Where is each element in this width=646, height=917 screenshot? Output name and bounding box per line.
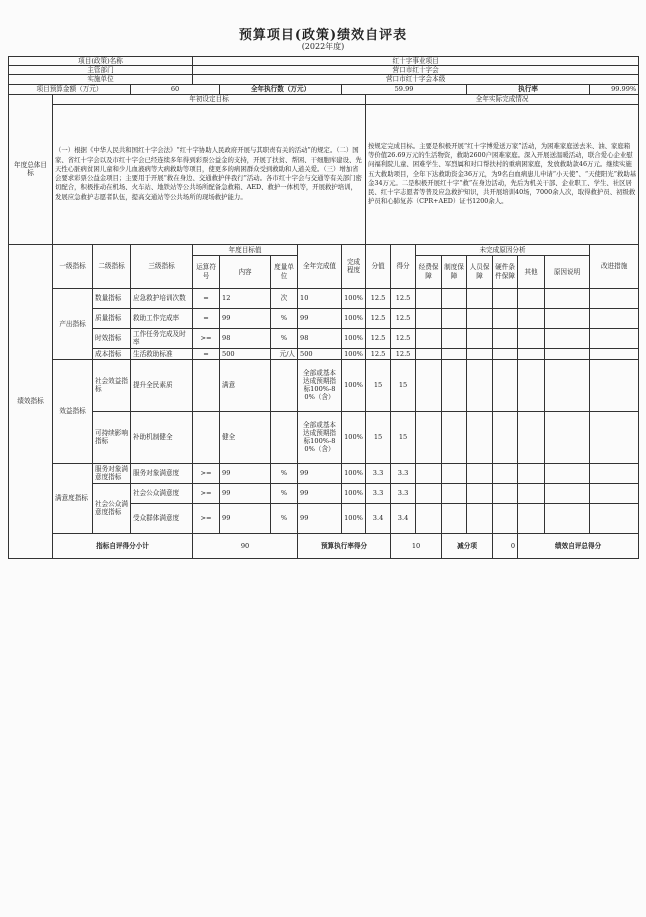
empty-cell — [416, 308, 442, 328]
project-name-value: 红十字事业项目 — [193, 57, 639, 66]
empty-cell — [416, 328, 442, 348]
score-cell: 3.3 — [366, 463, 391, 483]
l2-cell: 可持续影响指标 — [93, 411, 131, 463]
annual-goal-label: 年度总体目标 — [9, 94, 53, 244]
value-cell: 10 — [298, 288, 342, 308]
header-level2: 二级指标 — [93, 244, 131, 288]
table-row — [9, 328, 639, 348]
got-cell: 15 — [391, 359, 416, 411]
deduct-value: 0 — [493, 533, 518, 559]
empty-cell — [467, 503, 493, 533]
op-cell — [193, 359, 220, 411]
got-cell: 3.4 — [391, 503, 416, 533]
content-cell: 99 — [220, 503, 271, 533]
got-cell: 12.5 — [391, 288, 416, 308]
empty-cell — [493, 288, 518, 308]
header-reason-note: 原因说明 — [545, 255, 590, 288]
empty-cell — [518, 503, 545, 533]
l2-cell: 质量指标 — [93, 308, 131, 328]
l2-cell: 社会效益指标 — [93, 359, 131, 411]
empty-cell — [416, 483, 442, 503]
value-cell: 99 — [298, 483, 342, 503]
empty-cell — [416, 463, 442, 483]
output-label: 产出指标 — [53, 288, 93, 359]
score-cell: 15 — [366, 359, 391, 411]
page-year: (2022年度) — [301, 42, 345, 51]
completion-cell: 100% — [342, 288, 366, 308]
budget-value: 60 — [131, 84, 220, 94]
score-cell: 12.5 — [366, 328, 391, 348]
table-row — [9, 359, 639, 411]
content-cell: 98 — [220, 328, 271, 348]
empty-cell — [442, 503, 467, 533]
empty-cell — [416, 359, 442, 411]
completion-cell: 100% — [342, 359, 366, 411]
op-cell: = — [193, 348, 220, 359]
unit-cell: 次 — [271, 288, 298, 308]
evaluation-table — [8, 56, 639, 559]
op-cell: >= — [193, 328, 220, 348]
l3-cell: 补助机制健全 — [131, 411, 193, 463]
empty-cell — [493, 348, 518, 359]
l2-cell: 时效指标 — [93, 328, 131, 348]
goals-content-row — [9, 104, 639, 244]
l2-cell: 成本指标 — [93, 348, 131, 359]
empty-cell — [518, 288, 545, 308]
score-cell: 12.5 — [366, 348, 391, 359]
empty-cell — [590, 483, 639, 503]
subtotal-label: 指标自评得分小计 — [53, 533, 193, 559]
empty-cell — [493, 328, 518, 348]
header-econ: 经费保障 — [416, 255, 442, 288]
header-reasons: 未完成原因分析 — [416, 244, 590, 255]
l3-cell: 工作任务完成及时率 — [131, 328, 193, 348]
empty-cell — [545, 483, 590, 503]
unit-cell: % — [271, 328, 298, 348]
empty-cell — [545, 463, 590, 483]
empty-cell — [442, 328, 467, 348]
empty-cell — [590, 359, 639, 411]
score-cell: 12.5 — [366, 308, 391, 328]
empty-cell — [467, 308, 493, 328]
unit-cell — [271, 359, 298, 411]
unit-value: 营口市红十字会本级 — [193, 75, 639, 84]
unit-cell — [271, 411, 298, 463]
empty-cell — [545, 359, 590, 411]
empty-cell — [467, 328, 493, 348]
completion-cell: 100% — [342, 308, 366, 328]
op-cell: = — [193, 308, 220, 328]
table-row — [9, 308, 639, 328]
unit-cell: % — [271, 503, 298, 533]
got-cell: 12.5 — [391, 328, 416, 348]
score-cell: 3.4 — [366, 503, 391, 533]
header-completion: 完成程度 — [342, 244, 366, 288]
header-staff: 人员保障 — [467, 255, 493, 288]
op-cell: >= — [193, 463, 220, 483]
dept-row — [9, 66, 639, 75]
table-row — [9, 288, 639, 308]
plan-goal-header: 年初设定目标 — [53, 94, 366, 104]
op-cell: >= — [193, 503, 220, 533]
empty-cell — [518, 348, 545, 359]
rate-label: 执行率 — [467, 84, 590, 94]
completion-cell: 100% — [342, 463, 366, 483]
l2-cell: 数量指标 — [93, 288, 131, 308]
l3-cell: 生活救助标准 — [131, 348, 193, 359]
empty-cell — [518, 411, 545, 463]
empty-cell — [493, 411, 518, 463]
l3-cell: 提升全民素质 — [131, 359, 193, 411]
empty-cell — [590, 348, 639, 359]
content-cell: 99 — [220, 463, 271, 483]
l3-cell: 救助工作完成率 — [131, 308, 193, 328]
empty-cell — [467, 463, 493, 483]
table-row — [9, 348, 639, 359]
empty-cell — [545, 288, 590, 308]
content-cell: 12 — [220, 288, 271, 308]
empty-cell — [467, 411, 493, 463]
score-cell: 12.5 — [366, 288, 391, 308]
content-cell: 健全 — [220, 411, 271, 463]
unit-cell: % — [271, 308, 298, 328]
unit-cell: % — [271, 483, 298, 503]
value-cell: 99 — [298, 463, 342, 483]
empty-cell — [416, 348, 442, 359]
exec-value: 59.99 — [342, 84, 467, 94]
empty-cell — [590, 308, 639, 328]
indicator-header-row-1 — [9, 244, 639, 255]
got-cell: 3.3 — [391, 483, 416, 503]
header-score: 分值 — [366, 244, 391, 288]
header-level1: 一级指标 — [53, 244, 93, 288]
content-cell: 99 — [220, 483, 271, 503]
project-name-label: 项目(政策)名称 — [9, 57, 193, 66]
empty-cell — [518, 359, 545, 411]
empty-cell — [467, 483, 493, 503]
empty-cell — [590, 463, 639, 483]
goals-header-row — [9, 94, 639, 104]
project-name-row — [9, 57, 639, 66]
header-improve: 改进措施 — [590, 244, 639, 288]
empty-cell — [493, 308, 518, 328]
unit-row — [9, 75, 639, 84]
empty-cell — [545, 328, 590, 348]
page-title: 预算项目(政策)绩效自评表 — [238, 28, 408, 43]
unit-label: 实施单位 — [9, 75, 193, 84]
content-cell: 500 — [220, 348, 271, 359]
budget-score-value: 10 — [391, 533, 442, 559]
value-cell: 500 — [298, 348, 342, 359]
actual-goal-text: 按规定完成目标。主要是积极开展“红十字博爱送万家”活动，为困难家庭送去米、油、家庭箱等价值26.69万元的生活物资，救助2600户困难家庭。深入开展送温暖活动，联合爱心企业慰问福利院儿童、困难学生、军烈属和对口帮扶村的重病困家庭，发放救助款46万元。继续实施五大救助项目，全年下达救助资金36万元，为9名白血病患儿申请“小天使”、“天使阳光”救助基金34万元。二是积极开展红十字“救”在身边活动，先后为机关干部、企业职工、学生、社区居民、红十字志愿者等普及应急救护知识，共开展培训40场，7000余人次，取得救护员、初级救护员和心肺复苏（CPR+AED）证书1200余人。 — [366, 104, 639, 244]
table-row — [9, 463, 639, 483]
op-cell: = — [193, 288, 220, 308]
op-cell — [193, 411, 220, 463]
subtotal-value: 90 — [193, 533, 298, 559]
table-row — [9, 411, 639, 463]
empty-cell — [590, 503, 639, 533]
empty-cell — [442, 288, 467, 308]
empty-cell — [416, 411, 442, 463]
empty-cell — [518, 308, 545, 328]
got-cell: 12.5 — [391, 348, 416, 359]
empty-cell — [416, 503, 442, 533]
total-label: 绩效自评总得分 — [518, 533, 639, 559]
got-cell: 15 — [391, 411, 416, 463]
empty-cell — [545, 503, 590, 533]
empty-cell — [493, 503, 518, 533]
empty-cell — [493, 463, 518, 483]
score-cell: 15 — [366, 411, 391, 463]
indicator-section-label: 绩效指标 — [9, 244, 53, 559]
empty-cell — [545, 348, 590, 359]
empty-cell — [442, 308, 467, 328]
value-cell: 99 — [298, 503, 342, 533]
empty-cell — [442, 411, 467, 463]
budget-score-label: 预算执行率得分 — [298, 533, 391, 559]
empty-cell — [590, 328, 639, 348]
empty-cell — [493, 359, 518, 411]
header-annual-value: 全年完成值 — [298, 244, 342, 288]
value-cell: 98 — [298, 328, 342, 348]
header-got: 得分 — [391, 244, 416, 288]
value-cell: 全部或基本达成预期指标100%-80%（含） — [298, 411, 342, 463]
l2-cell: 社会公众满意度指标 — [93, 483, 131, 533]
value-cell: 全部或基本达成预期指标100%-80%（含） — [298, 359, 342, 411]
got-cell: 3.3 — [391, 463, 416, 483]
exec-label: 全年执行数（万元） — [220, 84, 342, 94]
empty-cell — [467, 359, 493, 411]
empty-cell — [493, 483, 518, 503]
header-content: 内容 — [220, 255, 271, 288]
budget-label: 项目预算金额（万元） — [9, 84, 131, 94]
empty-cell — [545, 411, 590, 463]
actual-goal-header: 全年实际完成情况 — [366, 94, 639, 104]
completion-cell: 100% — [342, 503, 366, 533]
l3-cell: 服务对象满意度 — [131, 463, 193, 483]
empty-cell — [442, 348, 467, 359]
content-cell: 99 — [220, 308, 271, 328]
header-hardware: 硬件条件保障 — [493, 255, 518, 288]
empty-cell — [467, 348, 493, 359]
empty-cell — [416, 288, 442, 308]
empty-cell — [518, 483, 545, 503]
score-summary-row — [9, 533, 639, 559]
dept-label: 主管部门 — [9, 66, 193, 75]
empty-cell — [467, 288, 493, 308]
unit-cell: % — [271, 463, 298, 483]
empty-cell — [442, 359, 467, 411]
empty-cell — [590, 288, 639, 308]
header-level3: 三级指标 — [131, 244, 193, 288]
empty-cell — [442, 483, 467, 503]
got-cell: 12.5 — [391, 308, 416, 328]
empty-cell — [518, 463, 545, 483]
empty-cell — [590, 411, 639, 463]
empty-cell — [518, 328, 545, 348]
satisfaction-label: 满意度指标 — [53, 463, 93, 533]
l3-cell: 受众群体满意度 — [131, 503, 193, 533]
completion-cell: 100% — [342, 348, 366, 359]
completion-cell: 100% — [342, 411, 366, 463]
l2-cell: 服务对象满意度指标 — [93, 463, 131, 483]
value-cell: 99 — [298, 308, 342, 328]
empty-cell — [442, 463, 467, 483]
empty-cell — [545, 308, 590, 328]
table-row — [9, 483, 639, 503]
benefit-label: 效益指标 — [53, 359, 93, 463]
header-annual-target: 年度目标值 — [193, 244, 298, 255]
score-cell: 3.3 — [366, 483, 391, 503]
content-cell: 满意 — [220, 359, 271, 411]
op-cell: >= — [193, 483, 220, 503]
completion-cell: 100% — [342, 328, 366, 348]
header-unit: 度量单位 — [271, 255, 298, 288]
unit-cell: 元/人 — [271, 348, 298, 359]
plan-goal-text: （一）根据《中华人民共和国红十字会法》“红十字协助人民政府开展与其职责有关的活动”的规定。（二）国家、省红十字会以及市红十字会已经连续多年得到彩票公益金的支持，开展了扶贫、帮困、干细胞库建设、先天性心脏病贫困儿童和少儿血液病等大病救助等项目，使更多的病困群众受到救助和人道关爱。（三）增加省会要求彩票公益金项目；主要用于开展“救在身边、交通救护伴我行”活动。各市红十字会与交通等有关部门密切配合，积极推动在机场、火车站、地铁站等公共场所配备急救箱、AED、救护一体机等，开展救护培训，发展应急救护志愿者队伍，提高交通站等公共场所的现场救护能力。 — [53, 104, 366, 244]
rate-value: 99.99% — [590, 84, 639, 94]
completion-cell: 100% — [342, 483, 366, 503]
deduct-label: 减分项 — [442, 533, 493, 559]
l3-cell: 应急救护培训次数 — [131, 288, 193, 308]
header-op: 运算符号 — [193, 255, 220, 288]
header-system: 制度保障 — [442, 255, 467, 288]
header-other: 其他 — [518, 255, 545, 288]
budget-row — [9, 84, 639, 94]
l3-cell: 社会公众满意度 — [131, 483, 193, 503]
dept-value: 营口市红十字会 — [193, 66, 639, 75]
